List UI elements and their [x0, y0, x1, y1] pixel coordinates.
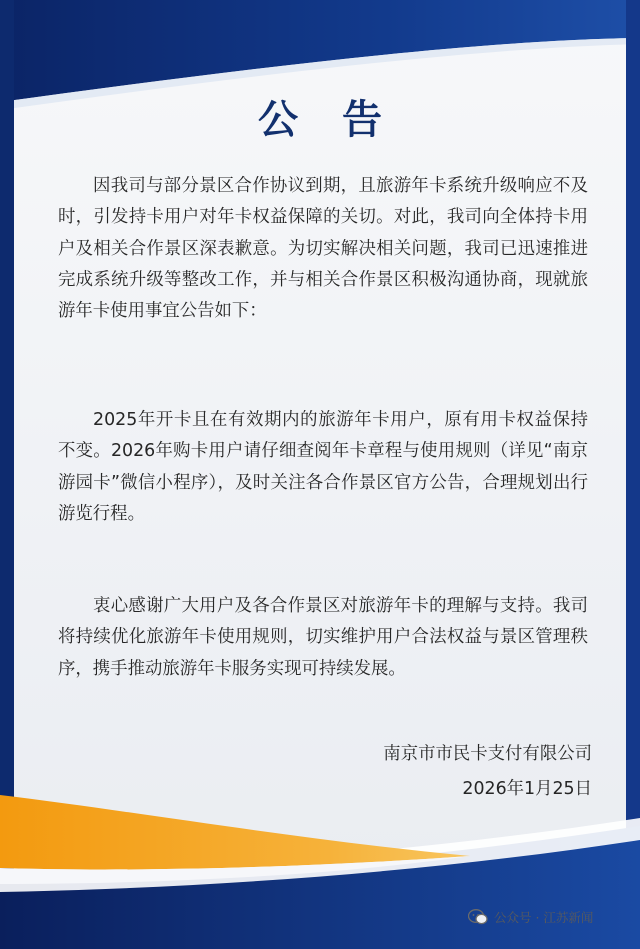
notice-paragraph-2: 2025年开卡且在有效期内的旅游年卡用户，原有用卡权益保持不变。2026年购卡用户请仔细查阅年卡章程与使用规则（详见“南京游园卡”微信小程序），及时关注各合作景区官方公告，合理规划出行游览行程。	[58, 410, 588, 524]
wechat-official-account-icon	[468, 909, 488, 925]
notice-title: 公告	[258, 97, 426, 143]
issue-date: 2026年1月25日	[462, 779, 592, 799]
issuer-organization: 南京市市民卡支付有限公司	[383, 744, 592, 764]
watermark	[468, 908, 593, 926]
notice-paragraph-1: 因我司与部分景区合作协议到期，且旅游年卡系统升级响应不及时，引发持卡用户对年卡权益保障的关切。对此，我司向全体持卡用户及相关合作景区深表歉意。为切实解决相关问题，我司已迅速推进完成系统升级等整改工作，并与相关合作景区积极沟通协商，现就旅游年卡使用事宜公告如下：	[58, 176, 588, 322]
notice-paragraph-3: 衷心感谢广大用户及各合作景区对旅游年卡的理解与支持。我司将持续优化旅游年卡使用规则，切实维护用户合法权益与景区管理秩序，携手推动旅游年卡服务实现可持续发展。	[58, 596, 588, 679]
watermark-text: 公众号 · 江苏新闻	[494, 910, 594, 925]
